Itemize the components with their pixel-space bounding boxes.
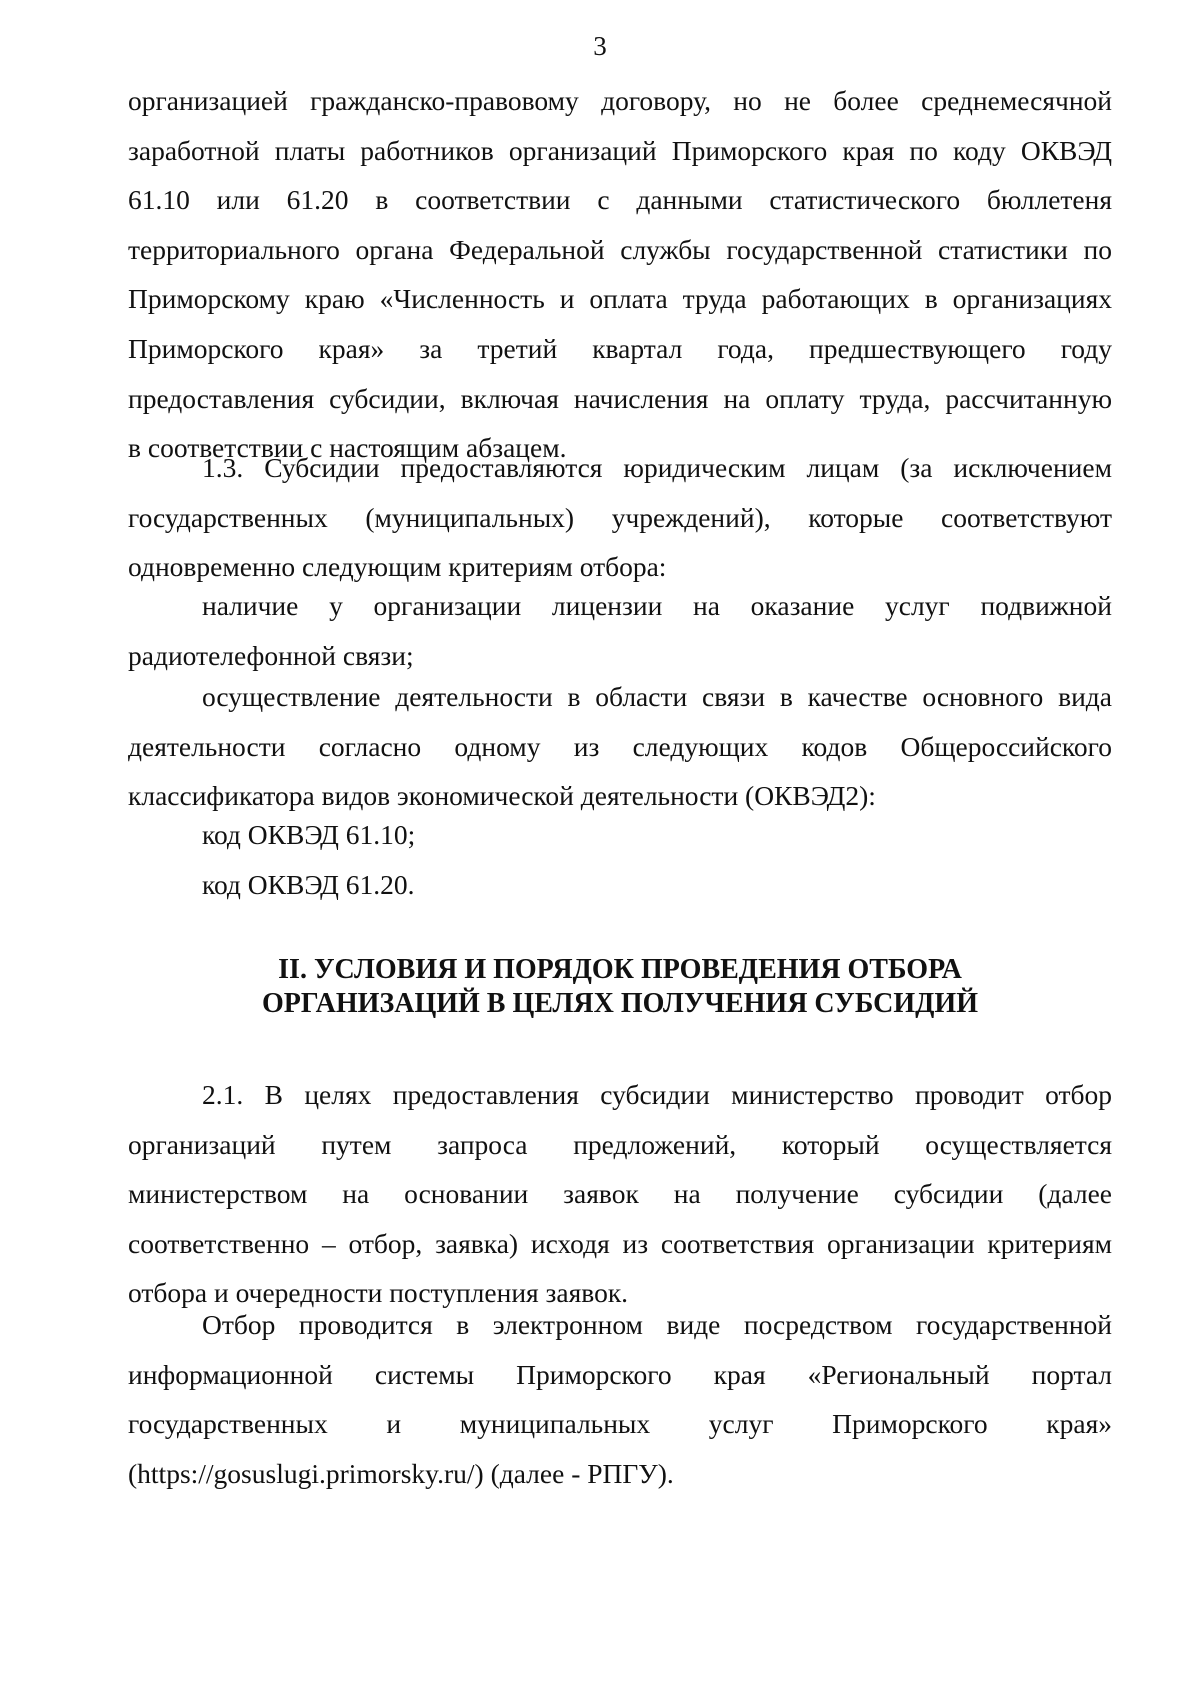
text-line: 1.3. Субсидии предоставляются юридическим лицам (за исключением	[202, 452, 1112, 483]
text-line: Отбор проводится в электронном виде посредством государственной	[202, 1309, 1112, 1340]
text-line: наличие у организации лицензии на оказание услуг подвижной	[202, 590, 1112, 621]
text-line: отбора и очередности поступления заявок.	[128, 1277, 629, 1309]
text-line: территориального органа Федеральной службы государственной статистики по	[128, 233, 1112, 265]
text-line: Приморскому краю «Численность и оплата труда работающих в организациях	[128, 283, 1112, 315]
text-line: предоставления субсидии, включая начисления на оплату труда, рассчитанную	[128, 382, 1112, 414]
paragraph-salary-limit	[128, 76, 1112, 473]
section-heading-line: ОРГАНИЗАЦИЙ В ЦЕЛЯХ ПОЛУЧЕНИЯ СУБСИДИЙ	[262, 988, 978, 1019]
text-line: Приморского края» за третий квартал года, предшествующего году	[128, 332, 1112, 364]
paragraph-license-criterion	[128, 581, 1112, 680]
okved-code-item: код ОКВЭД 61.10;	[202, 819, 416, 850]
text-line: одновременно следующим критериям отбора:	[128, 551, 667, 583]
section-heading-line: II. УСЛОВИЯ И ПОРЯДОК ПРОВЕДЕНИЯ ОТБОРА	[278, 954, 962, 985]
text-line: деятельности согласно одному из следующих кодов Общероссийского	[128, 730, 1112, 762]
text-line: классификатора видов экономической деятельности (ОКВЭД2):	[128, 780, 876, 812]
text-line: организаций путем запроса предложений, который осуществляется	[128, 1128, 1112, 1160]
text-line: радиотелефонной связи;	[128, 639, 414, 671]
text-line: государственных и муниципальных услуг Приморского края»	[128, 1408, 1112, 1440]
text-line: (https://gosuslugi.primorsky.ru/) (далее - РПГУ).	[128, 1457, 674, 1489]
text-line: государственных (муниципальных) учреждений), которые соответствуют	[128, 501, 1112, 533]
paragraph-activity-criterion	[128, 672, 1112, 821]
text-line: 2.1. В целях предоставления субсидии министерство проводит отбор	[202, 1079, 1112, 1110]
okved-code-list	[128, 810, 1112, 909]
text-line: заработной платы работников организаций Приморского края по коду ОКВЭД	[128, 134, 1112, 166]
paragraph-electronic-selection	[128, 1300, 1112, 1498]
text-line: осуществление деятельности в области связи в качестве основного вида	[202, 681, 1112, 712]
text-line: соответственно – отбор, заявка) исходя из соответствия организации критериям	[128, 1227, 1112, 1259]
paragraph-1-3	[128, 443, 1112, 592]
text-line: 61.10 или 61.20 в соответствии с данными статистического бюллетеня	[128, 184, 1112, 216]
page-number: 3	[593, 31, 607, 61]
okved-code-item: код ОКВЭД 61.20.	[202, 868, 415, 900]
paragraph-2-1	[128, 1070, 1112, 1318]
text-line: министерством на основании заявок на получение субсидии (далее	[128, 1178, 1112, 1210]
section-heading	[128, 953, 1112, 1021]
text-line: в соответствии с настоящим абзацем.	[128, 432, 567, 464]
text-line: информационной системы Приморского края «Региональный портал	[128, 1358, 1112, 1390]
text-line: организацией гражданско-правовому договору, но не более среднемесячной	[128, 85, 1112, 116]
